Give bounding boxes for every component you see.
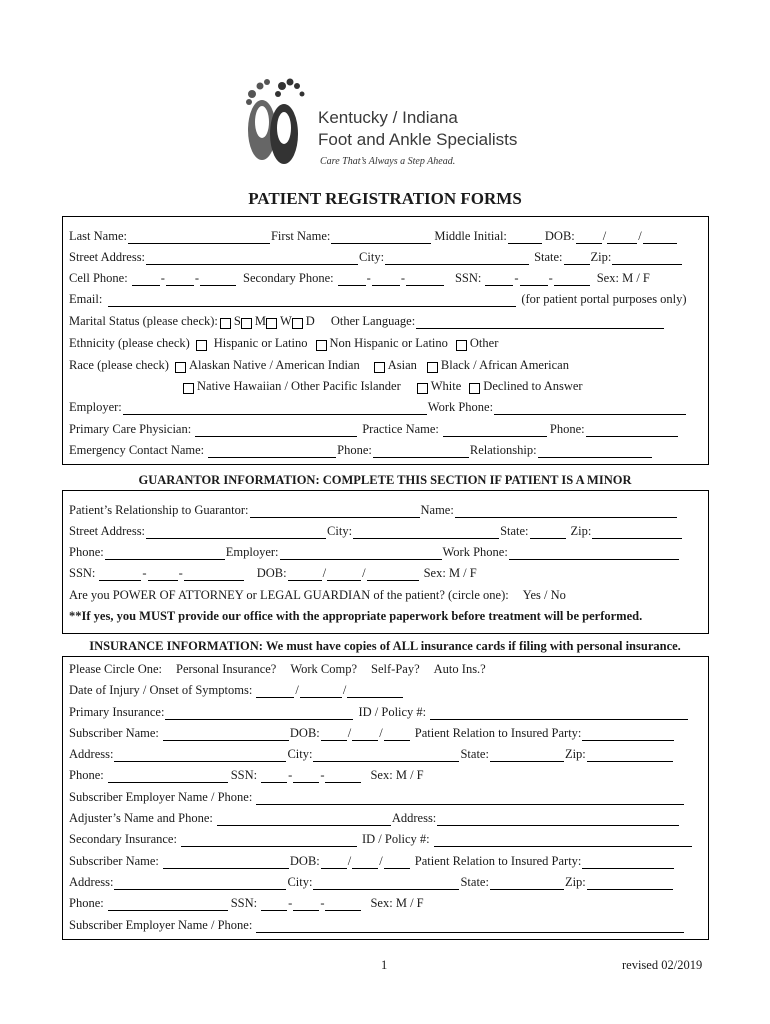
email-field[interactable] [108, 294, 516, 307]
marital-w-label: W [279, 314, 292, 328]
ins-adjuster-field[interactable] [217, 813, 391, 826]
ins-relation-label: Patient Relation to Insured Party: [414, 726, 582, 740]
ins-address-label: Address: [69, 747, 114, 761]
ins-sub-employer-label: Subscriber Employer Name / Phone: [69, 790, 253, 804]
logo-line2: Foot and Ankle Specialists [318, 130, 518, 149]
ins-sec-policy-field[interactable] [434, 834, 692, 847]
cell-phone-label: Cell Phone: [69, 271, 128, 285]
pcp-label: Primary Care Physician: [69, 422, 192, 436]
ins-sec-zip-label: Zip: [564, 875, 586, 889]
ins-selfpay-option[interactable]: Self-Pay? [371, 662, 420, 676]
ins-secondary-field[interactable] [181, 834, 357, 847]
ins-injury-year-field[interactable] [347, 685, 403, 698]
ins-auto-option[interactable]: Auto Ins.? [433, 662, 486, 676]
alaskan-checkbox[interactable] [175, 362, 186, 373]
city-label: City: [359, 250, 385, 264]
marital-s-label: S [233, 314, 241, 328]
ethnicity-other-checkbox[interactable] [456, 340, 467, 351]
pcp-phone-field[interactable] [586, 424, 678, 437]
secondary-area-field[interactable] [338, 273, 366, 286]
ins-address-field[interactable] [114, 749, 286, 762]
cell-line-field[interactable] [200, 273, 236, 286]
marital-d-label: D [305, 314, 315, 328]
cell-area-field[interactable] [132, 273, 160, 286]
g-sex-label[interactable]: Sex: M / F [423, 566, 477, 580]
ins-sec-dob-year[interactable] [384, 856, 410, 869]
logo-line1: Kentucky / Indiana [318, 108, 458, 127]
employer-field[interactable] [123, 402, 427, 415]
asian-checkbox[interactable] [374, 362, 385, 373]
ins-ssn-2[interactable] [293, 770, 319, 783]
ins-policy-field[interactable] [430, 707, 688, 720]
guarantor-section: Patient’s Relationship to Guarantor: Name: Street Address: City: State: Zip: Phone: Employer: Work Phone: SSN: - - DOB: / / Sex: M / F Are you POWER OF ATTORNEY or LEGAL GUARDIAN of the patient? (circle one): Yes / No **If yes, you MUST provide our office with the appropriate paperwork before treatment will be performed. [62, 490, 709, 634]
ins-ssn-label: SSN: [230, 768, 258, 782]
g-street-field[interactable] [146, 526, 326, 539]
ins-sec-state-field[interactable] [490, 877, 564, 890]
g-work-phone-field[interactable] [509, 547, 679, 560]
ins-adj-address-label: Address: [391, 811, 437, 825]
ins-circle-label: Please Circle One: [69, 662, 163, 676]
middle-initial-label: Middle Initial: [434, 229, 507, 243]
race-label: Race (please check) [69, 358, 169, 372]
g-name-field[interactable] [455, 505, 677, 518]
dob-day-field[interactable] [607, 231, 637, 244]
black-checkbox[interactable] [427, 362, 438, 373]
ins-sec-relation-field[interactable] [582, 856, 674, 869]
g-phone-label: Phone: [69, 545, 104, 559]
non-hispanic-checkbox[interactable] [316, 340, 327, 351]
ins-personal-option[interactable]: Personal Insurance? [176, 662, 277, 676]
emergency-field[interactable] [208, 445, 336, 458]
hispanic-checkbox[interactable] [196, 340, 207, 351]
email-label: Email: [69, 292, 103, 306]
ins-subscriber-label: Subscriber Name: [69, 726, 159, 740]
ins-sec-dob-month[interactable] [321, 856, 347, 869]
ins-adjuster-label: Adjuster’s Name and Phone: [69, 811, 213, 825]
g-state-label: State: [500, 524, 529, 538]
ins-state-label: State: [460, 747, 489, 761]
ssn-label: SSN: [454, 271, 482, 285]
marital-m-checkbox[interactable] [241, 318, 252, 329]
practice-field[interactable] [443, 424, 547, 437]
ins-relation-field[interactable] [582, 728, 674, 741]
declined-checkbox[interactable] [469, 383, 480, 394]
white-checkbox[interactable] [417, 383, 428, 394]
ins-sec-sex-label[interactable]: Sex: M / F [370, 896, 424, 910]
work-phone-label: Work Phone: [427, 400, 494, 414]
marital-label: Marital Status (please check): [69, 314, 218, 328]
hawaiian-label: Native Hawaiian / Other Pacific Islander [197, 379, 401, 393]
street-label: Street Address: [69, 250, 146, 264]
white-label: White [430, 379, 462, 393]
patient-section: Last Name: First Name: Middle Initial: DOB: / / Street Address: City: State: Zip: Cell Phone: - - Secondary Phone: - - SSN: - - Sex: M / F Email: (for patient portal purposes only) Marital Status (please check): S M W D Other Language: Ethnicity (please check) Hispanic or Latino Non Hispanic or Latino Other Race (please check) Alaskan Native / American Indian Asian Black / African American Native Hawaiian / Other Pacific Islander White Declined to Answer Employer: Work Phone: Primary Care Physician: Practice Name: Phone: Emergency Contact Name: Phone: Relationship: [62, 216, 709, 465]
non-hispanic-label: Non Hispanic or Latino [329, 336, 448, 350]
middle-initial-field[interactable] [508, 231, 542, 244]
other-language-label: Other Language: [330, 314, 416, 328]
g-state-field[interactable] [530, 526, 566, 539]
emergency-relationship-field[interactable] [538, 445, 652, 458]
pcp-field[interactable] [195, 424, 357, 437]
g-street-label: Street Address: [69, 524, 146, 538]
ins-sub-dob-day[interactable] [352, 728, 378, 741]
ins-sec-subscriber-field[interactable] [163, 856, 289, 869]
ins-ssn-1[interactable] [261, 770, 287, 783]
ethnicity-label: Ethnicity (please check) [69, 336, 190, 350]
ins-sec-ssn-label: SSN: [230, 896, 258, 910]
ins-sec-phone-label: Phone: [69, 896, 104, 910]
cell-prefix-field[interactable] [166, 273, 194, 286]
ins-sec-ssn-3[interactable] [325, 898, 361, 911]
pcp-phone-label: Phone: [549, 422, 585, 436]
ins-sec-zip-field[interactable] [587, 877, 673, 890]
ethnicity-other-label: Other [469, 336, 499, 350]
marital-d-checkbox[interactable] [292, 318, 303, 329]
ins-policy-label: ID / Policy #: [358, 705, 427, 719]
hawaiian-checkbox[interactable] [183, 383, 194, 394]
dob-year-field[interactable] [643, 231, 677, 244]
ins-city-label: City: [287, 747, 313, 761]
ins-sec-address-field[interactable] [114, 877, 286, 890]
ins-sec-ssn-1[interactable] [261, 898, 287, 911]
first-name-field[interactable] [331, 231, 431, 244]
ins-phone-field[interactable] [108, 770, 228, 783]
last-name-field[interactable] [128, 231, 270, 244]
logo-tagline: Care That’s Always a Step Ahead. [320, 156, 456, 167]
dob-label: DOB: [544, 229, 575, 243]
last-name-label: Last Name: [69, 229, 127, 243]
g-zip-label: Zip: [570, 524, 592, 538]
ins-sec-state-label: State: [460, 875, 489, 889]
ins-sub-dob-month[interactable] [321, 728, 347, 741]
ins-primary-label: Primary Insurance: [69, 705, 165, 719]
marital-w-checkbox[interactable] [266, 318, 277, 329]
ins-sec-policy-label: ID / Policy #: [361, 832, 430, 846]
footprints-icon [240, 72, 310, 172]
g-zip-field[interactable] [592, 526, 682, 539]
declined-label: Declined to Answer [483, 379, 583, 393]
marital-s-checkbox[interactable] [220, 318, 231, 329]
insurance-heading: INSURANCE INFORMATION: We must have copies of ALL insurance cards if filing with personal insurance. [89, 639, 681, 653]
other-language-field[interactable] [416, 316, 664, 329]
dob-month-field[interactable] [576, 231, 602, 244]
g-dob-day-field[interactable] [327, 568, 361, 581]
asian-label: Asian [387, 358, 417, 372]
practice-label: Practice Name: [362, 422, 439, 436]
email-note: (for patient portal purposes only) [521, 292, 687, 306]
zip-label: Zip: [590, 250, 612, 264]
ins-sec-address-label: Address: [69, 875, 114, 889]
street-field[interactable] [146, 252, 358, 265]
g-ssn-label: SSN: [69, 566, 96, 580]
ssn-3-field[interactable] [554, 273, 590, 286]
ins-injury-month-field[interactable] [256, 685, 294, 698]
ssn-2-field[interactable] [520, 273, 548, 286]
revision-date: revised 02/2019 [622, 958, 703, 972]
alaskan-label: Alaskan Native / American Indian [188, 358, 360, 372]
emergency-relationship-label: Relationship: [469, 443, 537, 457]
marital-m-label: M [254, 314, 266, 328]
emergency-phone-label: Phone: [337, 443, 372, 457]
ins-primary-field[interactable] [165, 707, 353, 720]
ins-sex-label[interactable]: Sex: M / F [370, 768, 424, 782]
first-name-label: First Name: [270, 229, 331, 243]
ins-sec-dob-day[interactable] [352, 856, 378, 869]
ins-state-field[interactable] [490, 749, 564, 762]
g-ssn-1-field[interactable] [99, 568, 141, 581]
g-warning: **If yes, you MUST provide our office with the appropriate paperwork before treatment will be performed. [69, 609, 643, 623]
g-city-field[interactable] [353, 526, 499, 539]
g-work-phone-label: Work Phone: [442, 545, 508, 559]
guarantor-heading: GUARANTOR INFORMATION: COMPLETE THIS SECTION IF PATIENT IS A MINOR [138, 473, 632, 487]
secondary-phone-label: Secondary Phone: [243, 271, 334, 285]
insurance-section: Please Circle One: Personal Insurance? Work Comp? Self-Pay? Auto Ins.? Date of Injury / Onset of Symptoms: / / Primary Insurance: ID / Policy #: Subscriber Name: DOB: / / Patient Relation to Insured Party: Address: City: State: Zip: Phone: SSN: - - Sex: M / F Subscriber Employer Name / Phone: Adjuster’s Name and Phone: Address: Secondary Insurance: ID / Policy #: Subscriber Name: DOB: / / Patient Relation to Insured Party: Address: City: State: Zip: Phone: SSN: - - Sex: M / F Subscriber Employer Name / Phone: [62, 656, 709, 940]
ins-sec-city-label: City: [287, 875, 313, 889]
g-employer-field[interactable] [280, 547, 442, 560]
g-relationship-field[interactable] [250, 505, 420, 518]
g-dob-label: DOB: [256, 566, 287, 580]
g-relationship-label: Patient’s Relationship to Guarantor: [69, 503, 249, 517]
g-employer-label: Employer: [225, 545, 279, 559]
ins-sub-employer-field[interactable] [256, 792, 684, 805]
hispanic-label: Hispanic or Latino [213, 336, 308, 350]
ins-zip-field[interactable] [587, 749, 673, 762]
secondary-line-field[interactable] [406, 273, 444, 286]
ins-workcomp-option[interactable]: Work Comp? [290, 662, 358, 676]
emergency-phone-field[interactable] [373, 445, 469, 458]
g-name-label: Name: [420, 503, 454, 517]
ins-sub-dob-label: DOB: [289, 726, 320, 740]
ins-injury-day-field[interactable] [300, 685, 342, 698]
g-ssn-2-field[interactable] [148, 568, 178, 581]
employer-label: Employer: [69, 400, 122, 414]
ins-phone-label: Phone: [69, 768, 104, 782]
g-dob-year-field[interactable] [367, 568, 419, 581]
ins-city-field[interactable] [313, 749, 459, 762]
ins-ssn-3[interactable] [325, 770, 361, 783]
ins-sec-ssn-2[interactable] [293, 898, 319, 911]
page-title: PATIENT REGISTRATION FORMS [248, 189, 522, 208]
work-phone-field[interactable] [494, 402, 686, 415]
ins-sec-subscriber-label: Subscriber Name: [69, 854, 159, 868]
ins-sec-city-field[interactable] [313, 877, 459, 890]
ins-zip-label: Zip: [564, 747, 586, 761]
secondary-prefix-field[interactable] [372, 273, 400, 286]
ins-sec-sub-employer-label: Subscriber Employer Name / Phone: [69, 918, 253, 932]
g-dob-month-field[interactable] [288, 568, 322, 581]
g-city-label: City: [327, 524, 353, 538]
black-label: Black / African American [440, 358, 569, 372]
g-ssn-3-field[interactable] [184, 568, 244, 581]
ssn-1-field[interactable] [485, 273, 513, 286]
ins-sec-dob-label: DOB: [289, 854, 320, 868]
state-label: State: [534, 250, 563, 264]
ins-secondary-label: Secondary Insurance: [69, 832, 177, 846]
ins-adj-address-field[interactable] [437, 813, 679, 826]
ins-sec-sub-employer-field[interactable] [256, 920, 684, 933]
sex-label[interactable]: Sex: M / F [596, 271, 650, 285]
ins-subscriber-field[interactable] [163, 728, 289, 741]
g-phone-field[interactable] [105, 547, 225, 560]
logo [240, 72, 540, 172]
state-field[interactable] [564, 252, 590, 265]
emergency-label: Emergency Contact Name: [69, 443, 205, 457]
g-poa-yes-no[interactable]: Yes / No [522, 588, 566, 602]
ins-sec-phone-field[interactable] [108, 898, 228, 911]
g-poa-question: Are you POWER OF ATTORNEY or LEGAL GUARDIAN of the patient? (circle one): [69, 588, 509, 602]
page-number: 1 [381, 958, 388, 972]
ins-sub-dob-year[interactable] [384, 728, 410, 741]
zip-field[interactable] [612, 252, 682, 265]
ins-injury-label: Date of Injury / Onset of Symptoms: [69, 683, 253, 697]
ins-sec-relation-label: Patient Relation to Insured Party: [414, 854, 582, 868]
city-field[interactable] [385, 252, 529, 265]
